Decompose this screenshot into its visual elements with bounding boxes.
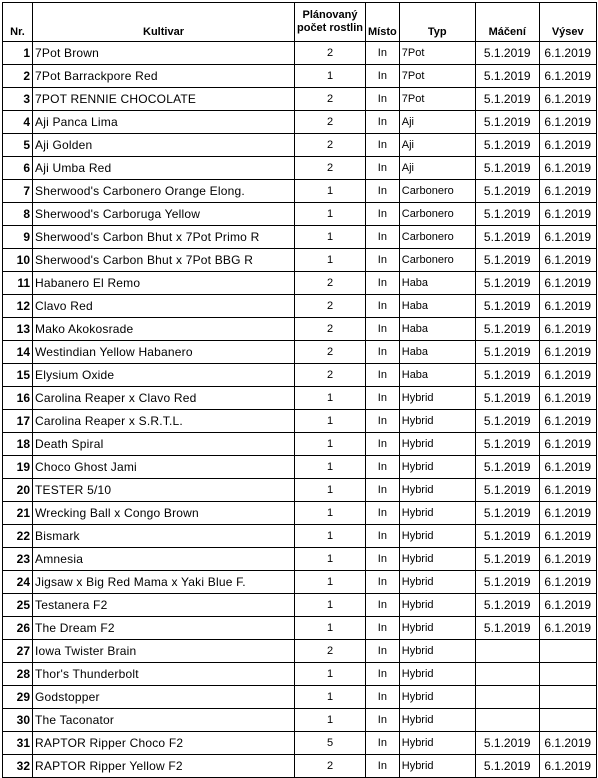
header-misto[interactable]: Místo: [366, 3, 400, 42]
cell-maceni[interactable]: 5.1.2019: [475, 226, 539, 249]
cell-misto[interactable]: In: [366, 755, 400, 778]
cell-plan[interactable]: 1: [295, 571, 366, 594]
cell-maceni[interactable]: 5.1.2019: [475, 272, 539, 295]
cell-vysev[interactable]: 6.1.2019: [539, 318, 596, 341]
cell-plan[interactable]: 2: [295, 111, 366, 134]
cell-typ[interactable]: Hybrid: [399, 686, 475, 709]
cell-vysev[interactable]: 6.1.2019: [539, 111, 596, 134]
cell-vysev[interactable]: 6.1.2019: [539, 180, 596, 203]
cell-nr[interactable]: 32: [3, 755, 33, 778]
cell-kultivar[interactable]: Choco Ghost Jami: [33, 456, 295, 479]
cell-misto[interactable]: In: [366, 732, 400, 755]
cell-misto[interactable]: In: [366, 111, 400, 134]
cell-maceni[interactable]: 5.1.2019: [475, 617, 539, 640]
header-nr[interactable]: Nr.: [3, 3, 33, 42]
spreadsheet: [2, 2, 597, 778]
cell-plan[interactable]: 2: [295, 364, 366, 387]
cell-maceni[interactable]: 5.1.2019: [475, 387, 539, 410]
cell-kultivar[interactable]: RAPTOR Ripper Choco F2: [33, 732, 295, 755]
table-row: [3, 502, 597, 525]
cell-misto[interactable]: In: [366, 226, 400, 249]
cell-vysev[interactable]: 6.1.2019: [539, 755, 596, 778]
header-maceni[interactable]: Máčení: [475, 3, 539, 42]
cell-vysev[interactable]: 6.1.2019: [539, 295, 596, 318]
cell-misto[interactable]: In: [366, 502, 400, 525]
cell-nr[interactable]: 7: [3, 180, 33, 203]
cell-plan[interactable]: 1: [295, 249, 366, 272]
cell-misto[interactable]: In: [366, 686, 400, 709]
cell-vysev[interactable]: 6.1.2019: [539, 548, 596, 571]
cell-typ[interactable]: Hybrid: [399, 617, 475, 640]
cell-plan[interactable]: 2: [295, 42, 366, 65]
cell-typ[interactable]: Hybrid: [399, 709, 475, 732]
table-row: [3, 157, 597, 180]
cell-typ[interactable]: Hybrid: [399, 479, 475, 502]
cell-plan[interactable]: 1: [295, 203, 366, 226]
cell-nr[interactable]: 5: [3, 134, 33, 157]
cell-typ[interactable]: Carbonero: [399, 203, 475, 226]
table-row: [3, 88, 597, 111]
cell-plan[interactable]: 1: [295, 686, 366, 709]
cell-vysev[interactable]: 6.1.2019: [539, 249, 596, 272]
cell-nr[interactable]: 31: [3, 732, 33, 755]
cell-misto[interactable]: In: [366, 180, 400, 203]
cell-kultivar[interactable]: Elysium Oxide: [33, 364, 295, 387]
table-row: [3, 663, 597, 686]
cell-vysev[interactable]: 6.1.2019: [539, 571, 596, 594]
cell-kultivar[interactable]: Sherwood's Carbonero Orange Elong.: [33, 180, 295, 203]
table-row: [3, 479, 597, 502]
cell-plan[interactable]: 1: [295, 180, 366, 203]
cell-plan[interactable]: 1: [295, 709, 366, 732]
cell-kultivar[interactable]: TESTER 5/10: [33, 479, 295, 502]
cell-plan[interactable]: 2: [295, 272, 366, 295]
table-row: [3, 295, 597, 318]
cell-typ[interactable]: Hybrid: [399, 640, 475, 663]
cell-kultivar[interactable]: The Taconator: [33, 709, 295, 732]
cell-typ[interactable]: Carbonero: [399, 226, 475, 249]
cell-plan[interactable]: 1: [295, 479, 366, 502]
cell-vysev[interactable]: 6.1.2019: [539, 65, 596, 88]
cell-nr[interactable]: 13: [3, 318, 33, 341]
cell-plan[interactable]: 5: [295, 732, 366, 755]
cell-kultivar[interactable]: Habanero El Remo: [33, 272, 295, 295]
cell-misto[interactable]: In: [366, 525, 400, 548]
cell-vysev[interactable]: 6.1.2019: [539, 617, 596, 640]
cell-maceni[interactable]: 5.1.2019: [475, 42, 539, 65]
cell-kultivar[interactable]: Westindian Yellow Habanero: [33, 341, 295, 364]
table-row: [3, 272, 597, 295]
header-planovany-line1: Plánovaný: [302, 9, 358, 21]
cell-misto[interactable]: In: [366, 134, 400, 157]
cell-typ[interactable]: Carbonero: [399, 180, 475, 203]
table-row: [3, 548, 597, 571]
cell-typ[interactable]: Haba: [399, 364, 475, 387]
cell-vysev[interactable]: [539, 709, 596, 732]
cell-nr[interactable]: 10: [3, 249, 33, 272]
cell-maceni[interactable]: 5.1.2019: [475, 594, 539, 617]
cell-typ[interactable]: 7Pot: [399, 88, 475, 111]
cell-maceni[interactable]: [475, 640, 539, 663]
header-typ[interactable]: Typ: [399, 3, 475, 42]
cell-misto[interactable]: In: [366, 341, 400, 364]
cell-nr[interactable]: 24: [3, 571, 33, 594]
table-row: [3, 755, 597, 778]
cell-typ[interactable]: 7Pot: [399, 42, 475, 65]
cell-maceni[interactable]: 5.1.2019: [475, 364, 539, 387]
table-row: [3, 318, 597, 341]
cell-plan[interactable]: 1: [295, 410, 366, 433]
table-row: [3, 249, 597, 272]
cell-vysev[interactable]: [539, 663, 596, 686]
cell-plan[interactable]: 2: [295, 755, 366, 778]
cell-typ[interactable]: Haba: [399, 318, 475, 341]
cell-vysev[interactable]: 6.1.2019: [539, 525, 596, 548]
cell-kultivar[interactable]: 7POT RENNIE CHOCOLATE: [33, 88, 295, 111]
cell-nr[interactable]: 27: [3, 640, 33, 663]
table-row: [3, 571, 597, 594]
cell-misto[interactable]: In: [366, 387, 400, 410]
cell-typ[interactable]: Hybrid: [399, 387, 475, 410]
cell-maceni[interactable]: 5.1.2019: [475, 180, 539, 203]
cell-nr[interactable]: 11: [3, 272, 33, 295]
cell-maceni[interactable]: 5.1.2019: [475, 341, 539, 364]
cell-nr[interactable]: 23: [3, 548, 33, 571]
cell-typ[interactable]: Hybrid: [399, 732, 475, 755]
cell-maceni[interactable]: 5.1.2019: [475, 525, 539, 548]
cell-nr[interactable]: 1: [3, 42, 33, 65]
cell-maceni[interactable]: [475, 709, 539, 732]
cell-plan[interactable]: 1: [295, 226, 366, 249]
cell-maceni[interactable]: 5.1.2019: [475, 456, 539, 479]
cell-misto[interactable]: In: [366, 433, 400, 456]
cell-plan[interactable]: 1: [295, 548, 366, 571]
cell-vysev[interactable]: 6.1.2019: [539, 272, 596, 295]
cell-maceni[interactable]: 5.1.2019: [475, 548, 539, 571]
cell-maceni[interactable]: 5.1.2019: [475, 88, 539, 111]
cell-kultivar[interactable]: 7Pot Barrackpore Red: [33, 65, 295, 88]
cell-misto[interactable]: In: [366, 295, 400, 318]
cell-plan[interactable]: 2: [295, 88, 366, 111]
cell-vysev[interactable]: 6.1.2019: [539, 502, 596, 525]
table-row: [3, 341, 597, 364]
cell-plan[interactable]: 1: [295, 65, 366, 88]
cell-vysev[interactable]: 6.1.2019: [539, 364, 596, 387]
cell-nr[interactable]: 16: [3, 387, 33, 410]
cell-plan[interactable]: 1: [295, 663, 366, 686]
cell-misto[interactable]: In: [366, 594, 400, 617]
cell-vysev[interactable]: 6.1.2019: [539, 456, 596, 479]
cell-vysev[interactable]: 6.1.2019: [539, 479, 596, 502]
table-row: [3, 203, 597, 226]
cell-plan[interactable]: 1: [295, 456, 366, 479]
cell-plan[interactable]: 1: [295, 594, 366, 617]
cell-misto[interactable]: In: [366, 479, 400, 502]
cell-typ[interactable]: Haba: [399, 295, 475, 318]
cell-nr[interactable]: 15: [3, 364, 33, 387]
cell-maceni[interactable]: 5.1.2019: [475, 502, 539, 525]
cell-kultivar[interactable]: Amnesia: [33, 548, 295, 571]
cell-kultivar[interactable]: The Dream F2: [33, 617, 295, 640]
cell-vysev[interactable]: 6.1.2019: [539, 341, 596, 364]
cell-maceni[interactable]: 5.1.2019: [475, 410, 539, 433]
cell-vysev[interactable]: 6.1.2019: [539, 433, 596, 456]
cell-misto[interactable]: In: [366, 640, 400, 663]
cell-kultivar[interactable]: Aji Panca Lima: [33, 111, 295, 134]
cell-misto[interactable]: In: [366, 318, 400, 341]
cell-vysev[interactable]: 6.1.2019: [539, 410, 596, 433]
cell-plan[interactable]: 1: [295, 387, 366, 410]
cell-plan[interactable]: 1: [295, 502, 366, 525]
cell-misto[interactable]: In: [366, 663, 400, 686]
cell-kultivar[interactable]: Carolina Reaper x Clavo Red: [33, 387, 295, 410]
cell-typ[interactable]: 7Pot: [399, 65, 475, 88]
cell-nr[interactable]: 3: [3, 88, 33, 111]
cell-typ[interactable]: Hybrid: [399, 755, 475, 778]
cell-vysev[interactable]: 6.1.2019: [539, 134, 596, 157]
cell-vysev[interactable]: 6.1.2019: [539, 226, 596, 249]
cell-kultivar[interactable]: Bismark: [33, 525, 295, 548]
cell-misto[interactable]: In: [366, 157, 400, 180]
cell-typ[interactable]: Hybrid: [399, 594, 475, 617]
cell-plan[interactable]: 2: [295, 134, 366, 157]
cell-typ[interactable]: Hybrid: [399, 663, 475, 686]
cell-nr[interactable]: 8: [3, 203, 33, 226]
cell-kultivar[interactable]: Sherwood's Carboruga Yellow: [33, 203, 295, 226]
table-row: [3, 364, 597, 387]
table-row: [3, 134, 597, 157]
cultivar-table: [2, 2, 597, 778]
cell-vysev[interactable]: 6.1.2019: [539, 42, 596, 65]
table-row: [3, 42, 597, 65]
cell-typ[interactable]: Haba: [399, 341, 475, 364]
cell-vysev[interactable]: 6.1.2019: [539, 88, 596, 111]
cell-vysev[interactable]: [539, 640, 596, 663]
table-row: [3, 111, 597, 134]
cell-nr[interactable]: 29: [3, 686, 33, 709]
cell-vysev[interactable]: 6.1.2019: [539, 387, 596, 410]
cell-kultivar[interactable]: Aji Umba Red: [33, 157, 295, 180]
cell-nr[interactable]: 18: [3, 433, 33, 456]
cell-kultivar[interactable]: Wrecking Ball x Congo Brown: [33, 502, 295, 525]
cell-vysev[interactable]: 6.1.2019: [539, 732, 596, 755]
cell-nr[interactable]: 6: [3, 157, 33, 180]
table-row: [3, 387, 597, 410]
cell-maceni[interactable]: 5.1.2019: [475, 318, 539, 341]
cell-maceni[interactable]: 5.1.2019: [475, 65, 539, 88]
table-row: [3, 226, 597, 249]
cell-kultivar[interactable]: Mako Akokosrade: [33, 318, 295, 341]
cell-maceni[interactable]: 5.1.2019: [475, 433, 539, 456]
cell-typ[interactable]: Hybrid: [399, 433, 475, 456]
cell-maceni[interactable]: 5.1.2019: [475, 157, 539, 180]
cell-nr[interactable]: 28: [3, 663, 33, 686]
cell-typ[interactable]: Hybrid: [399, 525, 475, 548]
cell-nr[interactable]: 12: [3, 295, 33, 318]
header-row: [3, 3, 597, 42]
table-row: [3, 617, 597, 640]
cell-typ[interactable]: Carbonero: [399, 249, 475, 272]
cell-misto[interactable]: In: [366, 709, 400, 732]
cell-plan[interactable]: 2: [295, 295, 366, 318]
table-body: [3, 42, 597, 778]
cell-vysev[interactable]: 6.1.2019: [539, 203, 596, 226]
cell-maceni[interactable]: 5.1.2019: [475, 479, 539, 502]
cell-maceni[interactable]: 5.1.2019: [475, 111, 539, 134]
cell-typ[interactable]: Aji: [399, 157, 475, 180]
table-row: [3, 180, 597, 203]
cell-nr[interactable]: 20: [3, 479, 33, 502]
cell-kultivar[interactable]: Jigsaw x Big Red Mama x Yaki Blue F.: [33, 571, 295, 594]
cell-misto[interactable]: In: [366, 272, 400, 295]
table-row: [3, 686, 597, 709]
cell-plan[interactable]: 1: [295, 525, 366, 548]
cell-kultivar[interactable]: Sherwood's Carbon Bhut x 7Pot BBG R: [33, 249, 295, 272]
cell-kultivar[interactable]: Death Spiral: [33, 433, 295, 456]
cell-plan[interactable]: 1: [295, 433, 366, 456]
cell-nr[interactable]: 25: [3, 594, 33, 617]
cell-kultivar[interactable]: Godstopper: [33, 686, 295, 709]
cell-kultivar[interactable]: 7Pot Brown: [33, 42, 295, 65]
table-row: [3, 433, 597, 456]
table-row: [3, 709, 597, 732]
cell-typ[interactable]: Hybrid: [399, 456, 475, 479]
cell-kultivar[interactable]: Sherwood's Carbon Bhut x 7Pot Primo R: [33, 226, 295, 249]
cell-typ[interactable]: Hybrid: [399, 410, 475, 433]
cell-misto[interactable]: In: [366, 203, 400, 226]
cell-plan[interactable]: 1: [295, 617, 366, 640]
cell-nr[interactable]: 17: [3, 410, 33, 433]
cell-plan[interactable]: 2: [295, 341, 366, 364]
cell-maceni[interactable]: [475, 686, 539, 709]
cell-misto[interactable]: In: [366, 42, 400, 65]
cell-kultivar[interactable]: Clavo Red: [33, 295, 295, 318]
header-planovany-line2: počet rostlin: [297, 22, 364, 34]
cell-maceni[interactable]: [475, 663, 539, 686]
cell-maceni[interactable]: 5.1.2019: [475, 571, 539, 594]
cell-maceni[interactable]: 5.1.2019: [475, 295, 539, 318]
cell-typ[interactable]: Aji: [399, 111, 475, 134]
cell-misto[interactable]: In: [366, 571, 400, 594]
cell-vysev[interactable]: [539, 686, 596, 709]
cell-plan[interactable]: 2: [295, 318, 366, 341]
cell-nr[interactable]: 4: [3, 111, 33, 134]
cell-kultivar[interactable]: Carolina Reaper x S.R.T.L.: [33, 410, 295, 433]
cell-nr[interactable]: 22: [3, 525, 33, 548]
cell-misto[interactable]: In: [366, 65, 400, 88]
cell-kultivar[interactable]: RAPTOR Ripper Yellow F2: [33, 755, 295, 778]
cell-vysev[interactable]: 6.1.2019: [539, 594, 596, 617]
cell-typ[interactable]: Hybrid: [399, 571, 475, 594]
cell-misto[interactable]: In: [366, 88, 400, 111]
cell-nr[interactable]: 19: [3, 456, 33, 479]
table-row: [3, 525, 597, 548]
table-row: [3, 732, 597, 755]
cell-kultivar[interactable]: Thor's Thunderbolt: [33, 663, 295, 686]
cell-misto[interactable]: In: [366, 456, 400, 479]
cell-misto[interactable]: In: [366, 617, 400, 640]
header-vysev[interactable]: Výsev: [539, 3, 596, 42]
cell-misto[interactable]: In: [366, 410, 400, 433]
cell-nr[interactable]: 30: [3, 709, 33, 732]
cell-typ[interactable]: Hybrid: [399, 502, 475, 525]
cell-nr[interactable]: 14: [3, 341, 33, 364]
header-kultivar[interactable]: Kultivar: [33, 3, 295, 42]
cell-nr[interactable]: 9: [3, 226, 33, 249]
cell-vysev[interactable]: 6.1.2019: [539, 157, 596, 180]
cell-typ[interactable]: Aji: [399, 134, 475, 157]
cell-misto[interactable]: In: [366, 364, 400, 387]
cell-maceni[interactable]: 5.1.2019: [475, 732, 539, 755]
cell-nr[interactable]: 21: [3, 502, 33, 525]
table-row: [3, 456, 597, 479]
cell-misto[interactable]: In: [366, 249, 400, 272]
cell-maceni[interactable]: 5.1.2019: [475, 755, 539, 778]
table-row: [3, 65, 597, 88]
cell-misto[interactable]: In: [366, 548, 400, 571]
cell-plan[interactable]: 2: [295, 640, 366, 663]
table-row: [3, 594, 597, 617]
cell-nr[interactable]: 2: [3, 65, 33, 88]
cell-kultivar[interactable]: Testanera F2: [33, 594, 295, 617]
cell-maceni[interactable]: 5.1.2019: [475, 134, 539, 157]
cell-nr[interactable]: 26: [3, 617, 33, 640]
cell-typ[interactable]: Haba: [399, 272, 475, 295]
cell-kultivar[interactable]: Aji Golden: [33, 134, 295, 157]
cell-typ[interactable]: Hybrid: [399, 548, 475, 571]
table-row: [3, 640, 597, 663]
cell-kultivar[interactable]: Iowa Twister Brain: [33, 640, 295, 663]
cell-plan[interactable]: 2: [295, 157, 366, 180]
cell-maceni[interactable]: 5.1.2019: [475, 203, 539, 226]
header-planovany[interactable]: [295, 3, 366, 42]
table-row: [3, 410, 597, 433]
cell-maceni[interactable]: 5.1.2019: [475, 249, 539, 272]
